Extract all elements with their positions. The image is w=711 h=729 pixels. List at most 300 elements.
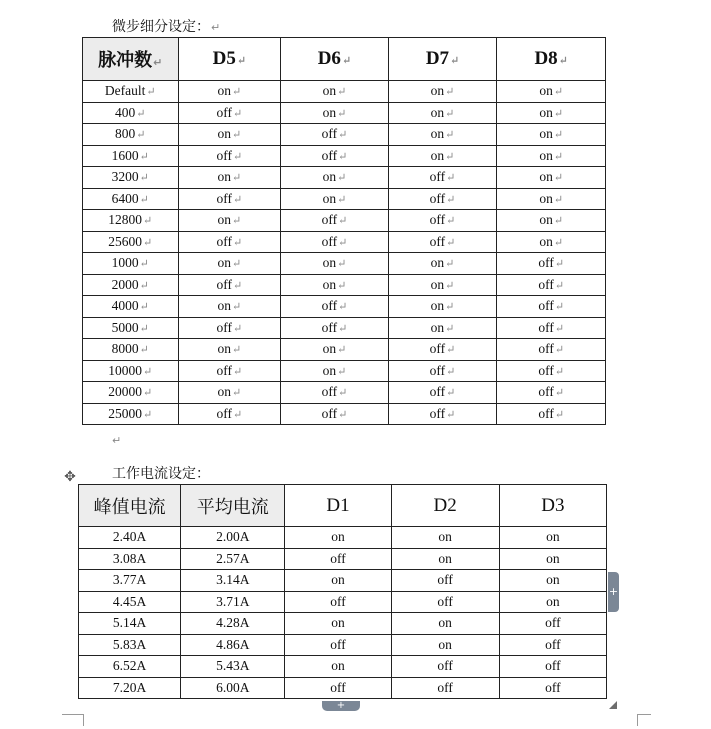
- table-cell: [178, 296, 281, 318]
- table-cell: [178, 124, 281, 146]
- paragraph-mark: ↵: [554, 365, 565, 378]
- table-cell: [499, 656, 606, 678]
- table-cell: [388, 403, 497, 425]
- cell-text: 5.43A: [216, 658, 250, 674]
- cell-text: on: [438, 529, 452, 545]
- paragraph-mark: ↵: [553, 129, 564, 142]
- table-row: [79, 634, 607, 656]
- paragraph-mark: ↵: [445, 279, 455, 292]
- table-cell: [285, 527, 391, 549]
- table-cell: [497, 253, 606, 275]
- header-label: D5: [212, 48, 236, 69]
- table-cell: [83, 317, 179, 339]
- paragraph-mark: ↵: [337, 365, 347, 378]
- table-cell: [497, 231, 606, 253]
- cell-text: off: [538, 384, 554, 400]
- table-cell: [391, 570, 499, 592]
- table-cell: [388, 360, 497, 382]
- paragraph-mark: ↵: [136, 129, 146, 142]
- table-cell: [497, 339, 606, 361]
- paragraph-mark: ↵: [139, 150, 149, 163]
- paragraph-mark: ↵: [337, 193, 347, 206]
- cell-text: off: [429, 405, 446, 421]
- cell-text: off: [321, 212, 338, 228]
- cell-text: off: [330, 636, 346, 652]
- paragraph-mark: ↵: [553, 107, 564, 120]
- table-row: [83, 253, 606, 275]
- paragraph-mark: ↵: [445, 129, 455, 142]
- cell-text: off: [321, 298, 338, 314]
- header-label: D1: [326, 494, 350, 516]
- paragraph-mark: ↵: [337, 172, 347, 185]
- cell-text: off: [216, 276, 232, 292]
- crop-mark-left-v: [83, 714, 84, 726]
- header-d1: [285, 485, 391, 527]
- table-cell: [497, 188, 606, 210]
- table-cell: [281, 296, 389, 318]
- microstep-section-label: 微步细分设定：↵: [112, 19, 221, 35]
- cell-text: 25000: [108, 405, 143, 421]
- cell-text: off: [330, 679, 346, 695]
- paragraph-mark: ↵: [231, 344, 242, 357]
- cell-text: off: [538, 255, 554, 271]
- paragraph-mark: ↵: [446, 236, 456, 249]
- table-row: [83, 296, 606, 318]
- cell-text: 4.45A: [112, 593, 147, 609]
- table-cell: [79, 634, 181, 656]
- table-cell: [181, 656, 285, 678]
- cell-text: on: [430, 276, 445, 292]
- table-cell: [388, 253, 497, 275]
- table-cell: [178, 231, 281, 253]
- paragraph-mark: ↵: [553, 172, 564, 185]
- cell-text: on: [322, 169, 337, 185]
- paragraph-mark: ↵: [553, 236, 564, 249]
- table-cell: [497, 210, 606, 232]
- cell-text: on: [539, 169, 553, 185]
- header-label: D8: [534, 48, 558, 69]
- header-label: D7: [425, 48, 450, 69]
- paragraph-mark: ↵: [231, 129, 242, 142]
- paragraph-mark: ↵: [232, 236, 243, 249]
- table-cell: [281, 339, 389, 361]
- paragraph-mark: ↵: [553, 86, 564, 99]
- paragraph-mark: ↵: [232, 408, 243, 421]
- table-cell: [281, 403, 389, 425]
- cell-text: off: [429, 233, 446, 249]
- table-cell: [281, 253, 389, 275]
- current-table: [78, 484, 607, 699]
- paragraph-mark: ↵: [554, 322, 565, 335]
- cell-text: 2000: [111, 276, 139, 292]
- cell-text: off: [538, 298, 554, 314]
- paragraph-mark: ↵: [554, 408, 565, 421]
- cell-text: off: [216, 319, 232, 335]
- cell-text: 2.57A: [216, 550, 250, 566]
- table-cell: [388, 317, 497, 339]
- header-d2: [391, 485, 499, 527]
- cell-text: off: [538, 341, 554, 357]
- table-cell: [83, 253, 179, 275]
- cell-text: on: [217, 341, 231, 357]
- table-cell: [391, 613, 499, 635]
- table-cell: [285, 613, 391, 635]
- table-cell: [79, 613, 181, 635]
- paragraph-mark: ↵: [446, 365, 456, 378]
- cell-text: on: [539, 83, 553, 99]
- cell-text: on: [217, 384, 231, 400]
- cell-text: on: [430, 298, 445, 314]
- cell-text: on: [322, 341, 337, 357]
- header-label: 平均电流: [196, 496, 269, 518]
- cell-text: on: [430, 83, 445, 99]
- paragraph-mark: ↵: [232, 322, 243, 335]
- paragraph-mark: ↵: [231, 387, 242, 400]
- paragraph-mark: ↵: [143, 365, 153, 378]
- cell-text: off: [538, 319, 554, 335]
- table-cell: [79, 548, 181, 570]
- table-cell: [178, 360, 281, 382]
- header-d3: [499, 485, 606, 527]
- table-cell: [83, 81, 179, 103]
- table-cell: [281, 210, 389, 232]
- paragraph-mark: ↵: [139, 344, 149, 357]
- table-cell: [499, 548, 606, 570]
- table-move-icon[interactable]: ✥: [64, 470, 76, 485]
- paragraph-mark: ↵: [553, 150, 564, 163]
- table-row: [83, 382, 606, 404]
- table-cell: [499, 634, 606, 656]
- cell-text: 3.14A: [216, 572, 250, 588]
- table-cell: [391, 656, 499, 678]
- table-cell: [281, 102, 389, 124]
- table-row: [79, 570, 607, 592]
- header-d5: [178, 38, 281, 81]
- paragraph-mark: ↵: [445, 258, 455, 271]
- insert-row-button[interactable]: +: [322, 701, 360, 711]
- table-row: [83, 339, 606, 361]
- table-cell: [388, 339, 497, 361]
- table-cell: [83, 188, 179, 210]
- paragraph-mark: ↵: [338, 236, 348, 249]
- table-cell: [497, 296, 606, 318]
- table-cell: [79, 656, 181, 678]
- table-cell: [285, 548, 391, 570]
- cell-text: on: [539, 147, 553, 163]
- current-header-row: [79, 485, 607, 527]
- table-cell: [281, 145, 389, 167]
- paragraph-mark: ↵: [554, 387, 565, 400]
- table-cell: [391, 677, 499, 699]
- paragraph-mark: ↵: [446, 387, 456, 400]
- table-cell: [83, 382, 179, 404]
- table-cell: [499, 591, 606, 613]
- cell-text: off: [545, 679, 561, 695]
- table-cell: [388, 124, 497, 146]
- paragraph-mark: ↵: [139, 301, 149, 314]
- paragraph-mark: ↵: [153, 56, 163, 69]
- paragraph-mark: ↵: [554, 258, 565, 271]
- paragraph-mark: ↵: [338, 215, 348, 228]
- table-cell: [83, 167, 179, 189]
- table-cell: [388, 167, 497, 189]
- cell-text: 4000: [111, 298, 139, 314]
- table-cell: [79, 570, 181, 592]
- cell-text: off: [216, 362, 232, 378]
- cell-text: off: [216, 147, 232, 163]
- cell-text: 4.28A: [216, 615, 250, 631]
- cell-text: on: [539, 190, 553, 206]
- table-cell: [281, 317, 389, 339]
- cell-text: 6400: [111, 190, 139, 206]
- paragraph-mark: ↵: [231, 215, 242, 228]
- cell-text: 10000: [108, 362, 143, 378]
- cell-text: 5.83A: [112, 636, 147, 652]
- cell-text: on: [430, 319, 445, 335]
- paragraph-mark: ↵: [143, 236, 153, 249]
- cell-text: off: [216, 233, 232, 249]
- table-cell: [388, 145, 497, 167]
- header-d8: [497, 38, 606, 81]
- paragraph-mark: ↵: [445, 150, 455, 163]
- cell-text: 7.20A: [112, 679, 147, 695]
- cell-text: on: [322, 190, 337, 206]
- cell-text: off: [330, 593, 346, 609]
- cell-text: on: [539, 212, 553, 228]
- table-cell: [497, 124, 606, 146]
- microstep-table: [82, 37, 606, 425]
- table-cell: [178, 274, 281, 296]
- cell-text: off: [545, 636, 561, 652]
- table-row: [83, 188, 606, 210]
- paragraph-mark: ↵: [139, 172, 149, 185]
- paragraph-mark: ↵: [337, 258, 347, 271]
- table-cell: [388, 102, 497, 124]
- table-cell: [285, 570, 391, 592]
- insert-column-button[interactable]: +: [608, 572, 619, 612]
- cell-text: on: [322, 104, 337, 120]
- table-cell: [281, 167, 389, 189]
- cell-text: 2.00A: [216, 529, 250, 545]
- table-cell: [285, 591, 391, 613]
- paragraph-mark: ↵: [143, 387, 153, 400]
- table-cell: [497, 102, 606, 124]
- paragraph-mark: ↵: [232, 193, 243, 206]
- table-row: [83, 274, 606, 296]
- table-cell: [497, 382, 606, 404]
- table-cell: [388, 274, 497, 296]
- cell-text: off: [545, 615, 561, 631]
- table-cell: [391, 548, 499, 570]
- table-row: [83, 102, 606, 124]
- table-row: [83, 124, 606, 146]
- table-cell: [281, 124, 389, 146]
- table-row: [83, 360, 606, 382]
- table-row: [83, 231, 606, 253]
- cell-text: on: [430, 255, 445, 271]
- cell-text: on: [322, 83, 337, 99]
- table-cell: [497, 145, 606, 167]
- cell-text: on: [546, 572, 560, 588]
- cell-text: 3.71A: [216, 593, 250, 609]
- cell-text: off: [429, 362, 446, 378]
- table-cell: [178, 317, 281, 339]
- table-cell: [499, 527, 606, 549]
- cell-text: 12800: [108, 212, 143, 228]
- cell-text: on: [546, 529, 560, 545]
- cell-text: 1600: [111, 147, 139, 163]
- crop-mark-left: [62, 714, 84, 715]
- cell-text: on: [217, 255, 231, 271]
- table-row: [79, 656, 607, 678]
- table-cell: [83, 210, 179, 232]
- table-cell: [497, 81, 606, 103]
- cell-text: off: [321, 147, 338, 163]
- paragraph-mark: ↵: [445, 322, 455, 335]
- table-cell: [83, 102, 179, 124]
- table-cell: [83, 231, 179, 253]
- cell-text: on: [217, 126, 231, 142]
- paragraph-mark: ↵: [231, 301, 242, 314]
- table-cell: [285, 634, 391, 656]
- paragraph-mark: ↵: [553, 193, 564, 206]
- table-cell: [181, 613, 285, 635]
- table-cell: [181, 634, 285, 656]
- paragraph-mark: ↵: [236, 55, 247, 67]
- table-row: [79, 527, 607, 549]
- table-cell: [499, 570, 606, 592]
- table-cell: [83, 145, 179, 167]
- crop-mark-right: [637, 714, 651, 715]
- table-cell: [497, 274, 606, 296]
- paragraph-mark: ↵: [341, 55, 352, 67]
- table-cell: [285, 656, 391, 678]
- table-cell: [79, 591, 181, 613]
- paragraph-mark: ↵: [139, 258, 149, 271]
- paragraph-mark: ↵: [338, 322, 348, 335]
- cell-text: off: [538, 362, 554, 378]
- header-label: D3: [541, 494, 565, 516]
- cell-text: on: [546, 593, 560, 609]
- table-cell: [499, 613, 606, 635]
- cell-text: off: [437, 593, 453, 609]
- table-row: [79, 613, 607, 635]
- paragraph-mark: ↵: [446, 408, 456, 421]
- cell-text: off: [437, 679, 453, 695]
- table-cell: [497, 317, 606, 339]
- cell-text: off: [216, 190, 232, 206]
- table-cell: [181, 570, 285, 592]
- paragraph-mark: ↵: [338, 301, 348, 314]
- cell-text: on: [331, 572, 345, 588]
- table-cell: [79, 527, 181, 549]
- cell-text: Default: [104, 83, 146, 99]
- table-cell: [281, 382, 389, 404]
- paragraph-mark: ↵: [445, 107, 455, 120]
- cell-text: 3.77A: [112, 572, 147, 588]
- table-cell: [181, 677, 285, 699]
- paragraph-mark: ↵: [143, 215, 153, 228]
- table-cell: [178, 167, 281, 189]
- table-cell: [391, 634, 499, 656]
- table-cell: [391, 527, 499, 549]
- table-cell: [83, 339, 179, 361]
- cell-text: off: [216, 104, 232, 120]
- table-cell: [178, 81, 281, 103]
- table-cell: [178, 210, 281, 232]
- table-cell: [391, 591, 499, 613]
- cell-text: on: [322, 255, 337, 271]
- paragraph-mark: ↵: [231, 172, 242, 185]
- table-row: [79, 677, 607, 699]
- table-cell: [388, 188, 497, 210]
- cell-text: off: [321, 384, 338, 400]
- table-cell: [178, 253, 281, 275]
- table-cell: [178, 145, 281, 167]
- table-cell: [83, 403, 179, 425]
- cell-text: 25600: [108, 233, 143, 249]
- paragraph-mark: ↵: [338, 150, 348, 163]
- cell-text: on: [331, 615, 345, 631]
- table-cell: [388, 231, 497, 253]
- table-cell: [178, 188, 281, 210]
- paragraph-mark: ↵: [446, 344, 456, 357]
- header-pulse-count: [83, 38, 179, 81]
- cell-text: on: [217, 169, 231, 185]
- paragraph-mark: ↵: [139, 193, 149, 206]
- cell-text: 4.86A: [216, 636, 250, 652]
- cell-text: 5.14A: [112, 615, 147, 631]
- paragraph-mark: ↵: [446, 172, 456, 185]
- cell-text: off: [321, 126, 338, 142]
- cell-text: on: [331, 658, 345, 674]
- table-cell: [178, 339, 281, 361]
- paragraph-mark: ↵: [231, 258, 242, 271]
- cell-text: off: [538, 276, 554, 292]
- paragraph-mark: ↵: [146, 86, 156, 99]
- cell-text: on: [331, 529, 345, 545]
- cell-text: off: [545, 658, 561, 674]
- table-resize-handle[interactable]: [609, 701, 617, 709]
- table-cell: [499, 677, 606, 699]
- table-cell: [388, 210, 497, 232]
- cell-text: 400: [115, 104, 136, 120]
- cell-text: 8000: [111, 341, 139, 357]
- table-cell: [497, 360, 606, 382]
- cell-text: on: [430, 104, 445, 120]
- cell-text: 3.08A: [112, 550, 147, 566]
- cell-text: 800: [115, 126, 136, 142]
- empty-paragraph: ↵: [112, 434, 122, 447]
- table-cell: [285, 677, 391, 699]
- table-row: [79, 548, 607, 570]
- table-cell: [79, 677, 181, 699]
- table-cell: [178, 102, 281, 124]
- table-cell: [181, 527, 285, 549]
- table-cell: [281, 188, 389, 210]
- table-cell: [281, 81, 389, 103]
- cell-text: on: [546, 550, 560, 566]
- table-row: [83, 317, 606, 339]
- table-cell: [281, 274, 389, 296]
- paragraph-mark: ↵: [554, 301, 565, 314]
- cell-text: on: [430, 147, 445, 163]
- table-row: [79, 591, 607, 613]
- table-row: [83, 210, 606, 232]
- table-cell: [83, 360, 179, 382]
- cell-text: off: [437, 658, 453, 674]
- cell-text: on: [217, 83, 231, 99]
